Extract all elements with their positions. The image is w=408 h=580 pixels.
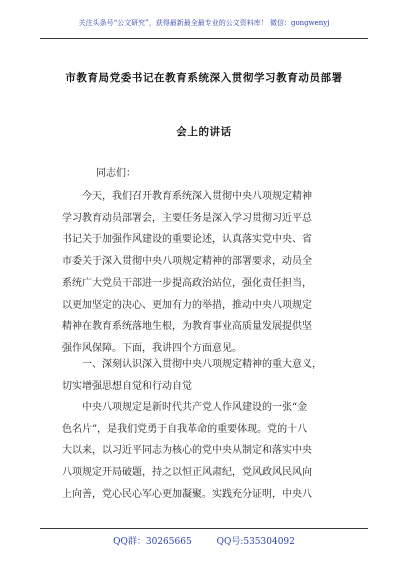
text-line: 八项规定开局破题，持之以恒正风肃纪，党风政风民风向 — [62, 467, 312, 479]
header-divider — [40, 38, 368, 39]
footer — [0, 534, 408, 547]
text-line: 市委关于深入贯彻中央八项规定精神的部署要求，动员全 — [62, 256, 312, 268]
text-line: 上向善，党心民心军心更加凝聚。实践充分证明，中央八 — [62, 488, 312, 500]
text-line: 系统广大党员干部进一步提高政治站位，强化责任担当， — [62, 277, 312, 289]
footer-qq-group: QQ群：30265665 — [113, 537, 192, 547]
text-line: 精神在教育系统落地生根，为教育事业高质量发展提供坚 — [62, 321, 312, 333]
paragraph-intro — [62, 186, 352, 360]
text-line: 中央八项规定是新时代共产党人作风建设的一张“金 — [82, 402, 308, 413]
footer-divider — [40, 528, 368, 529]
header-banner: 关注头条号“公文研究”，获得最新最全最专业的公文资料库！ 微信：gongwenyj — [78, 19, 330, 27]
footer-qq-number: QQ号:535304092 — [216, 537, 295, 547]
text-line: 强作风保障。下面，我讲四个方面意见。 — [62, 342, 242, 354]
heading-line: 一、深刻认识深入贯彻中央八项规定精神的重大意义， — [82, 359, 322, 370]
section-heading — [62, 354, 352, 397]
text-line: 今天，我们召开教育系统深入贯彻中央八项规定精神 — [82, 191, 312, 202]
document-title-line-2: 会上的讲话 — [176, 126, 232, 138]
salutation: 同志们： — [96, 168, 136, 179]
text-line: 以更加坚定的决心、更加有力的举措，推动中央八项规定 — [62, 299, 312, 311]
text-line: 色名片”，是我们党勇于自我革命的重要体现。党的十八 — [62, 423, 308, 435]
text-line: 书记关于加强作风建设的重要论述，认真落实党中央、省 — [62, 234, 312, 246]
document-title-line-1: 市教育局党委书记在教育系统深入贯彻学习教育动员部署 — [65, 72, 343, 84]
heading-line: 切实增强思想自觉和行动自觉 — [62, 380, 192, 392]
text-line: 学习教育动员部署会，主要任务是深入学习贯彻习近平总 — [62, 212, 312, 224]
text-line: 大以来，以习近平同志为核心的党中央从制定和落实中央 — [62, 445, 312, 457]
paragraph-body — [62, 397, 352, 506]
